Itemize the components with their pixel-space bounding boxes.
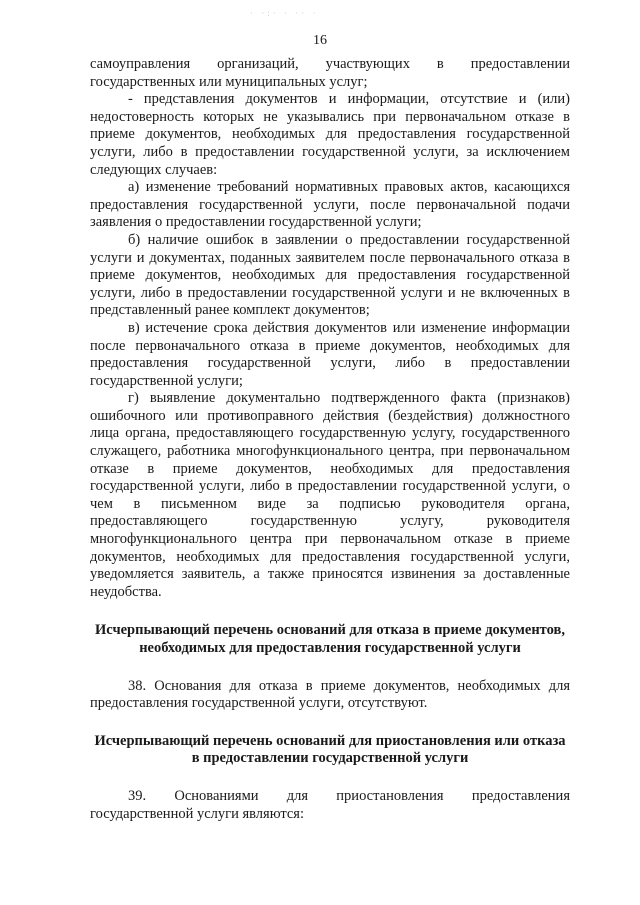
paragraph-item-v: в) истечение срока действия документов или изменение информации после первоначального отказа в приеме документов, необходимых для предоставления государственной услуги, либо в предоставлении государственной услуги; bbox=[90, 319, 570, 389]
section-heading-suspension: Исчерпывающий перечень оснований для приостановления или отказа в предоставлении государственной услуги bbox=[94, 732, 566, 767]
paragraph-item-b: б) наличие ошибок в заявлении о предоставлении государственной услуги и документах, поданных заявителем после первоначального отказа в приеме документов, необходимых для предоставления государственной услуги, либо в предоставлении государственной услуги и не включенных в представленный ранее комплект документов; bbox=[90, 231, 570, 319]
scan-artifact: · ·:· · ·· · bbox=[250, 8, 319, 18]
section-heading-refusal-acceptance: Исчерпывающий перечень оснований для отказа в приеме документов, необходимых для предоставления государственной услуги bbox=[95, 622, 565, 656]
paragraph-39: 39. Основаниями для приостановления предоставления государственной услуги являются: bbox=[90, 787, 570, 822]
page-number: 16 bbox=[313, 33, 327, 48]
paragraph-item-a: а) изменение требований нормативных правовых актов, касающихся предоставления государственной услуги, после первоначальной подачи заявления о предоставлении государственной услуги; bbox=[90, 179, 570, 231]
document-body bbox=[90, 56, 570, 823]
paragraph-continuation: самоуправления организаций, участвующих в предоставлении государственных или муниципальных услуг; bbox=[90, 56, 570, 90]
paragraph-38: 38. Основания для отказа в приеме документов, необходимых для предоставления государственной услуги, отсутствуют. bbox=[90, 677, 570, 712]
paragraph-item-g: г) выявление документально подтвержденного факта (признаков) ошибочного или противоправного действия (бездействия) должностного лица органа, предоставляющего государственную услугу, государственного служащего, работника многофункционального центра, при первоначальном отказе в приеме документов, необходимых для предоставления государственной услуги, либо в предоставлении государственной услуги, о чем в письменном виде за подписью руководителя органа, предоставляющего государственную услугу, руководителя многофункционального центра при первоначальном отказе в приеме документов, необходимых для предоставления государственной услуги, уведомляется заявитель, а также приносятся извинения за доставленные неудобства. bbox=[90, 390, 570, 600]
paragraph-dash-item: - представления документов и информации, отсутствие и (или) недостоверность которых не указывались при первоначальном отказе в приеме документов, необходимых для предоставления государственной услуги, либо в предоставлении государственной услуги, за исключением следующих случаев: bbox=[90, 91, 570, 178]
